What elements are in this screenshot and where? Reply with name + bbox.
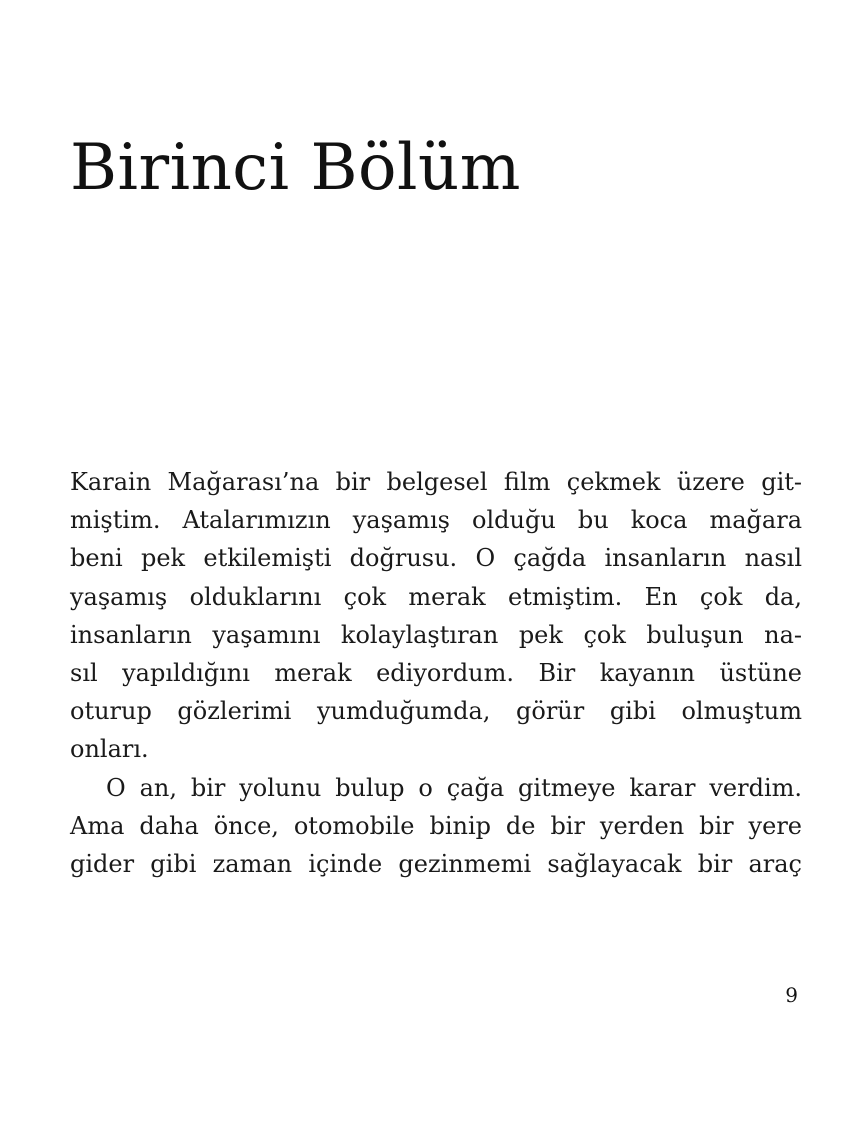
text-line: onları. <box>70 735 149 764</box>
text-line: sıl yapıldığını merak ediyordum. Bir kayanın üstüne <box>70 658 802 687</box>
text-line: yaşamış olduklarını çok merak etmiştim. En çok da, <box>70 582 802 611</box>
text-line: insanların yaşamını kolaylaştıran pek çok buluşun na- <box>70 620 802 649</box>
paragraph <box>70 769 802 884</box>
page-number: 9 <box>785 983 798 1007</box>
text-line: O an, bir yolunu bulup o çağa gitmeye karar verdim. <box>106 773 802 802</box>
body-text <box>70 463 802 883</box>
text-line: Karain Mağarası’na bir belgesel film çekmek üzere git- <box>70 468 802 496</box>
chapter-title: Birinci Bölüm <box>70 131 521 205</box>
text-line: gider gibi zaman içinde gezinmemi sağlayacak bir araç <box>70 849 802 878</box>
text-line: oturup gözlerimi yumduğumda, görür gibi olmuştum <box>70 697 802 726</box>
paragraph <box>70 463 802 769</box>
text-line: miştim. Atalarımızın yaşamış olduğu bu koca mağara <box>70 506 802 535</box>
text-line: Ama daha önce, otomobile binip de bir yerden bir yere <box>70 811 802 840</box>
text-line: beni pek etkilemişti doğrusu. O çağda insanların nasıl <box>70 544 802 573</box>
